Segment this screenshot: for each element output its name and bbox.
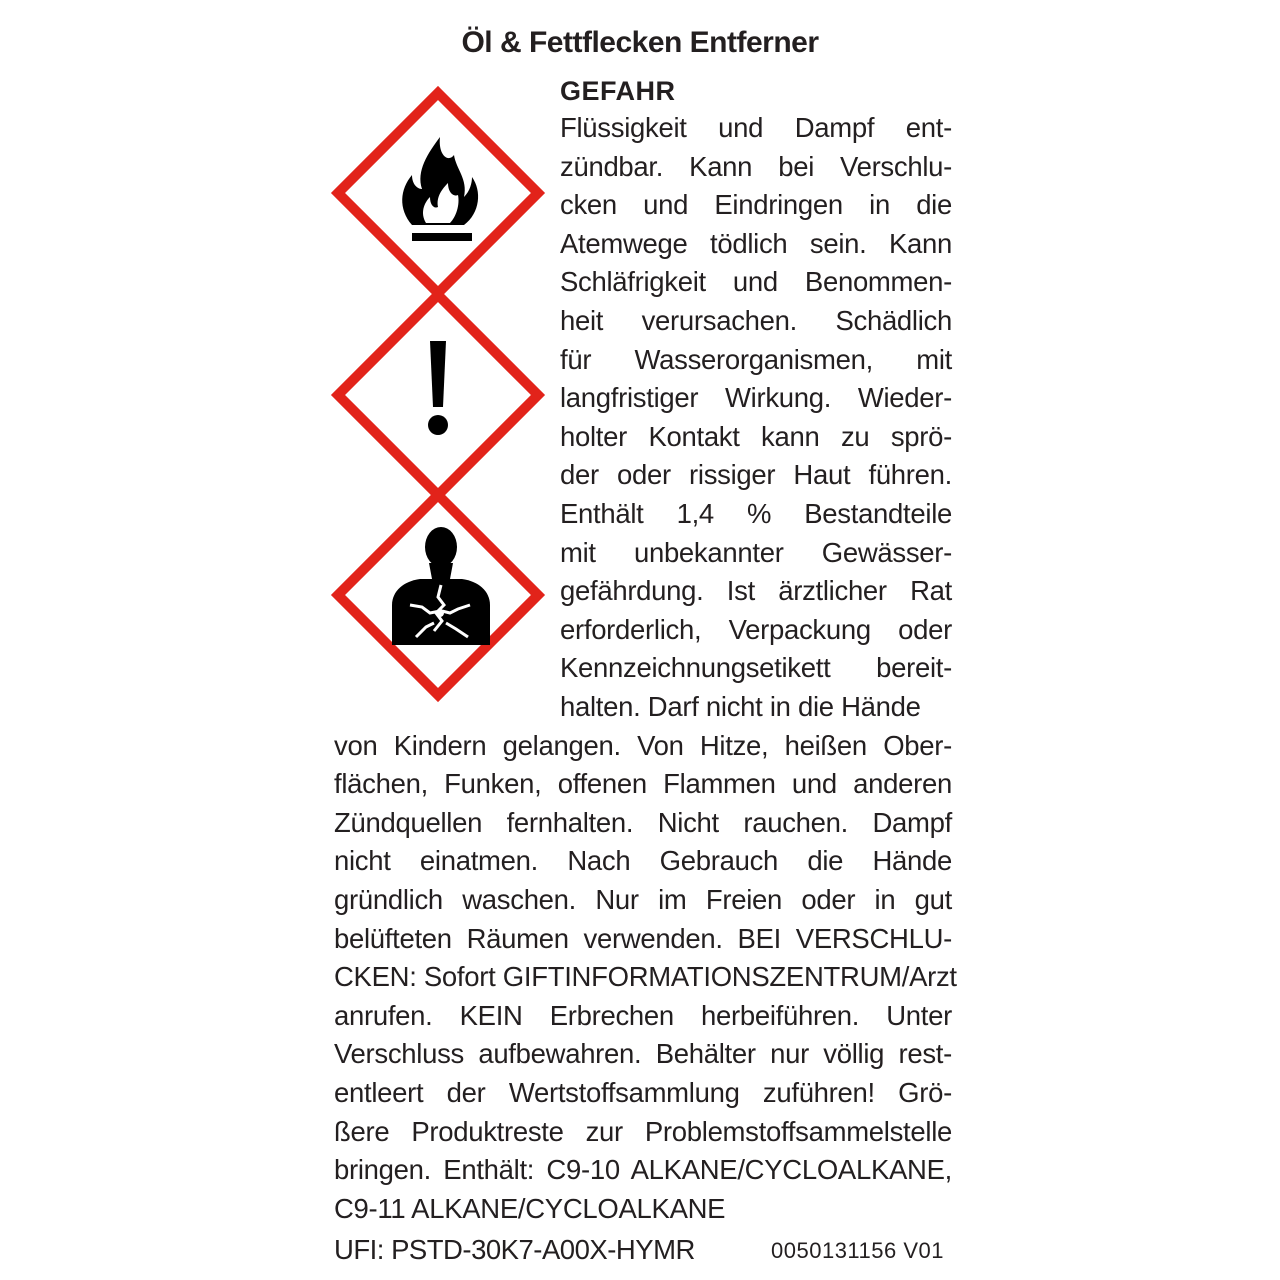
text-line: entleert der Wertstoffsammlung zuführen! Grö-: [334, 1077, 952, 1108]
ghs-pictograms: [330, 85, 550, 705]
text-line: Atemwege tödlich sein. Kann: [560, 227, 952, 259]
text-line: cken und Eindringen in die: [560, 189, 952, 221]
text-line: halten. Darf nicht in die Hände: [560, 691, 921, 722]
text-line: ßere Produktreste zur Problemstoffsammelstelle: [334, 1115, 952, 1147]
text-line: für Wasserorganismen, mit: [560, 343, 952, 375]
text-line: CKEN: Sofort GIFTINFORMATIONSZENTRUM/Arzt: [334, 961, 957, 993]
text-line: langfristiger Wirkung. Wieder-: [560, 382, 952, 414]
text-line: erforderlich, Verpackung oder: [560, 613, 952, 645]
product-title: Öl & Fettflecken Entferner: [461, 26, 819, 59]
text-line: zündbar. Kann bei Verschlu-: [560, 150, 952, 182]
text-line: belüfteten Räumen verwenden. BEI VERSCHLU-: [334, 922, 952, 954]
text-line: Verschluss aufbewahren. Behälter nur völlig rest-: [334, 1038, 952, 1070]
text-line: bringen. Enthält: C9-10 ALKANE/CYCLOALKANE,: [334, 1154, 952, 1186]
ufi-code: UFI: PSTD-30K7-A00X-HYMR: [334, 1234, 695, 1265]
text-line: heit verursachen. Schädlich: [560, 305, 952, 336]
text-line: anrufen. KEIN Erbrechen herbeiführen. Unter: [334, 999, 952, 1031]
text-line: holter Kontakt kann zu sprö-: [560, 420, 952, 452]
exclamation-mark-icon: [338, 295, 538, 495]
text-line: Zündquellen fernhalten. Nicht rauchen. Dampf: [334, 806, 952, 838]
text-line: Flüssigkeit und Dampf ent-: [560, 112, 952, 143]
flame-icon: [338, 93, 538, 293]
text-line: der oder rissiger Haut führen.: [560, 459, 952, 491]
text-line: mit unbekannter Gewässer-: [560, 536, 952, 568]
text-line: Enthält 1,4 % Bestandteile: [560, 498, 952, 529]
text-line: gefährdung. Ist ärztlicher Rat: [560, 575, 952, 607]
text-line: nicht einatmen. Nach Gebrauch die Hände: [334, 845, 952, 877]
article-code: 0050131156 V01: [771, 1238, 944, 1263]
text-line: von Kindern gelangen. Von Hitze, heißen Ober-: [334, 729, 952, 761]
text-line: flächen, Funken, offenen Flammen und anderen: [334, 768, 952, 800]
health-hazard-icon: [338, 495, 538, 695]
text-line: C9-11 ALKANE/CYCLOALKANE: [334, 1192, 726, 1224]
text-line: gründlich waschen. Nur im Freien oder in gut: [334, 884, 952, 915]
text-line: Schläfrigkeit und Benommen-: [560, 266, 952, 298]
signal-word: GEFAHR: [560, 76, 676, 106]
text-line: Kennzeichnungsetikett bereit-: [560, 652, 952, 684]
